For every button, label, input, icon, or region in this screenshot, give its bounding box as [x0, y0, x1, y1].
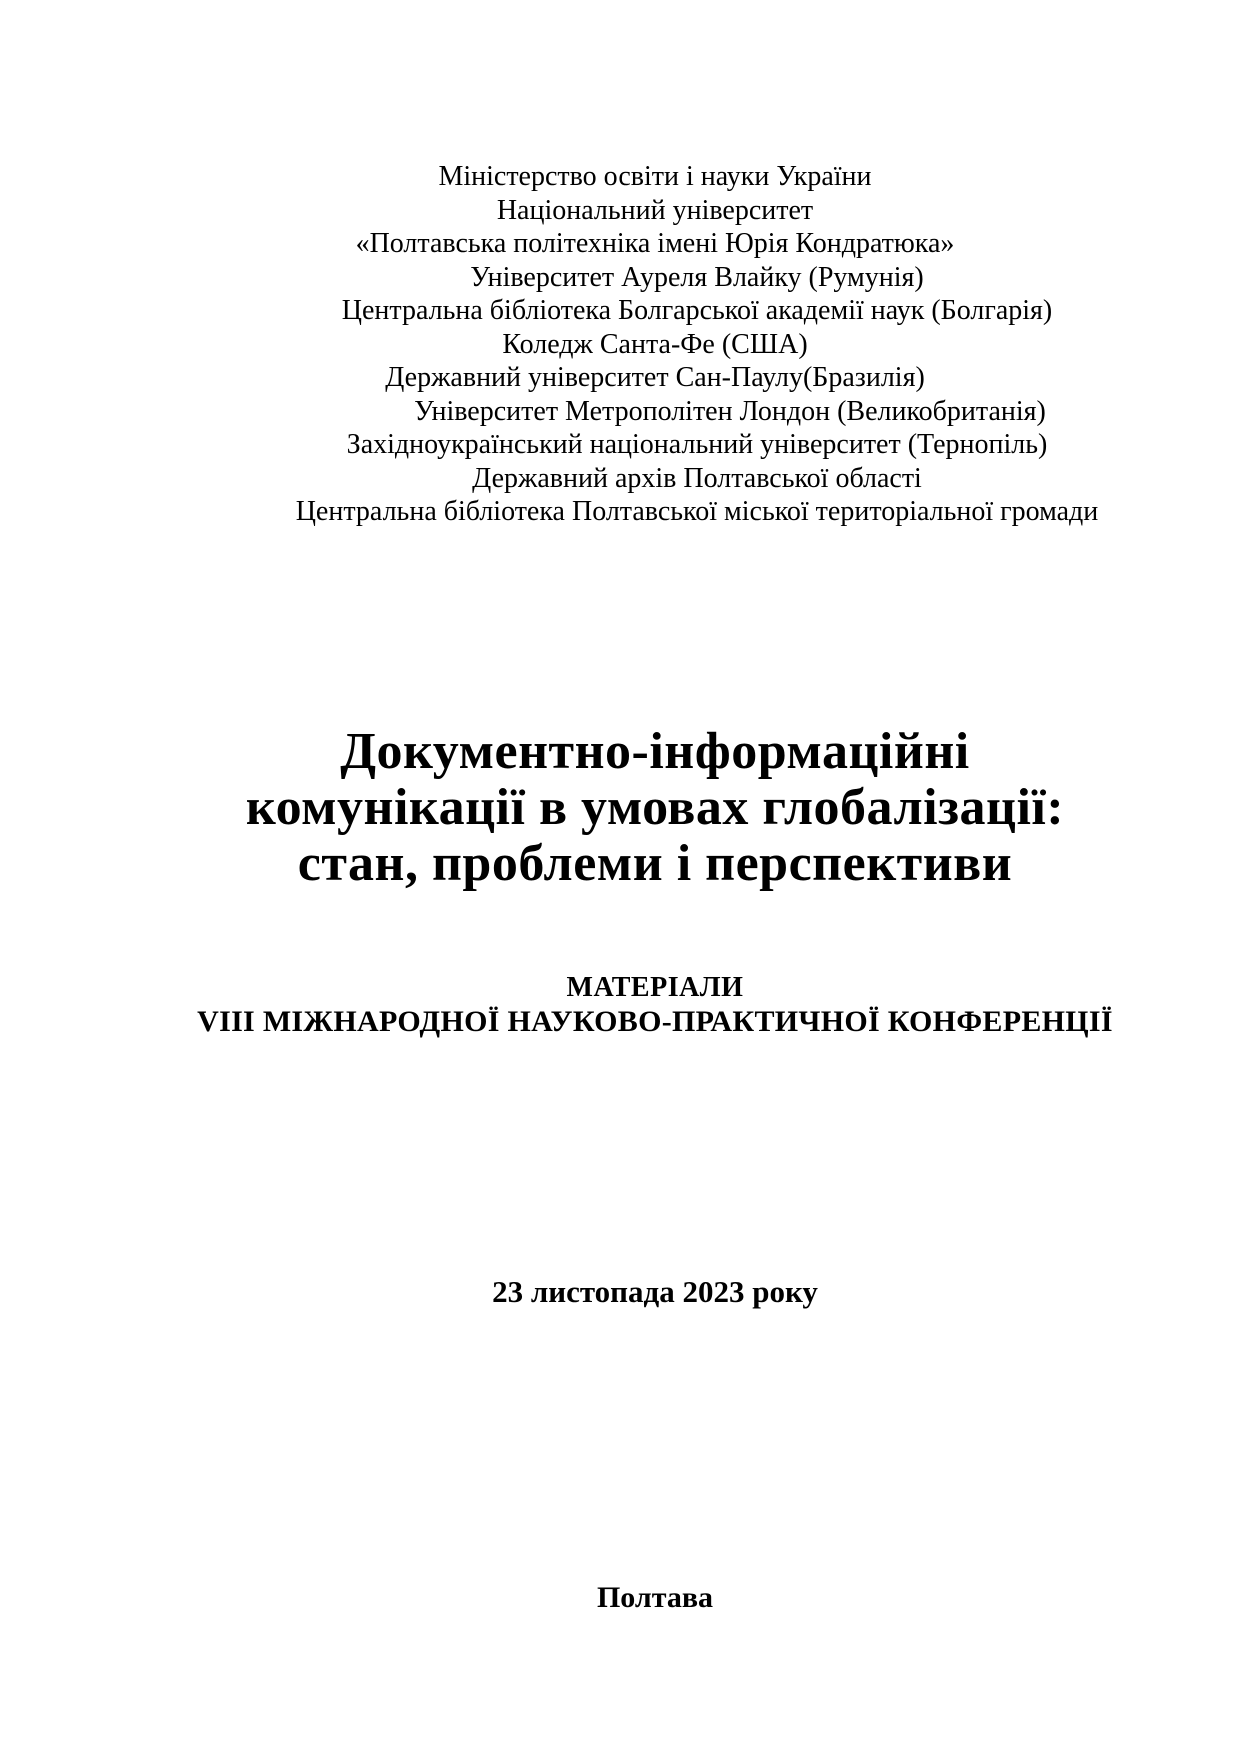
materials-label: МАТЕРІАЛИ — [566, 972, 744, 1003]
conference-title-line: стан, проблеми і перспективи — [297, 835, 1013, 892]
institution-line: Національний університет — [496, 194, 814, 226]
conference-title-line: комунікації в умовах глобалізації: — [245, 779, 1065, 836]
institution-line: Університет Ауреля Влайку (Румунія) — [470, 261, 924, 293]
institution-line: Коледж Санта-Фе (США) — [502, 328, 808, 360]
institutions-block — [150, 160, 1160, 529]
institution-line: Університет Метрополітен Лондон (Великобританія) — [414, 395, 1046, 427]
institution-line: Західноукраїнський національний університет (Тернопіль) — [346, 429, 1048, 460]
conference-title — [150, 724, 1160, 892]
publication-city: Полтава — [596, 1581, 714, 1614]
institution-line: Державний архів Полтавської області — [472, 462, 922, 494]
conference-type-label: VIII МІЖНАРОДНОЇ НАУКОВО-ПРАКТИЧНОЇ КОНФЕРЕНЦІЇ — [197, 1005, 1113, 1038]
conference-title-line: Документно-інформаційні — [340, 723, 970, 780]
institution-line: «Полтавська політехніка імені Юрія Кондратюка» — [355, 228, 955, 259]
institution-line: Державний університет Сан-Паулу(Бразилія) — [385, 362, 925, 393]
institution-line: Центральна бібліотека Болгарської академії наук (Болгарія) — [341, 295, 1053, 326]
materials-subtitle — [150, 971, 1160, 1039]
conference-date: 23 листопада 2023 року — [492, 1274, 818, 1309]
institution-line: Міністерство освіти і науки України — [438, 161, 872, 192]
institution-line: Центральна бібліотека Полтавської міської територіальної громади — [295, 496, 1099, 527]
